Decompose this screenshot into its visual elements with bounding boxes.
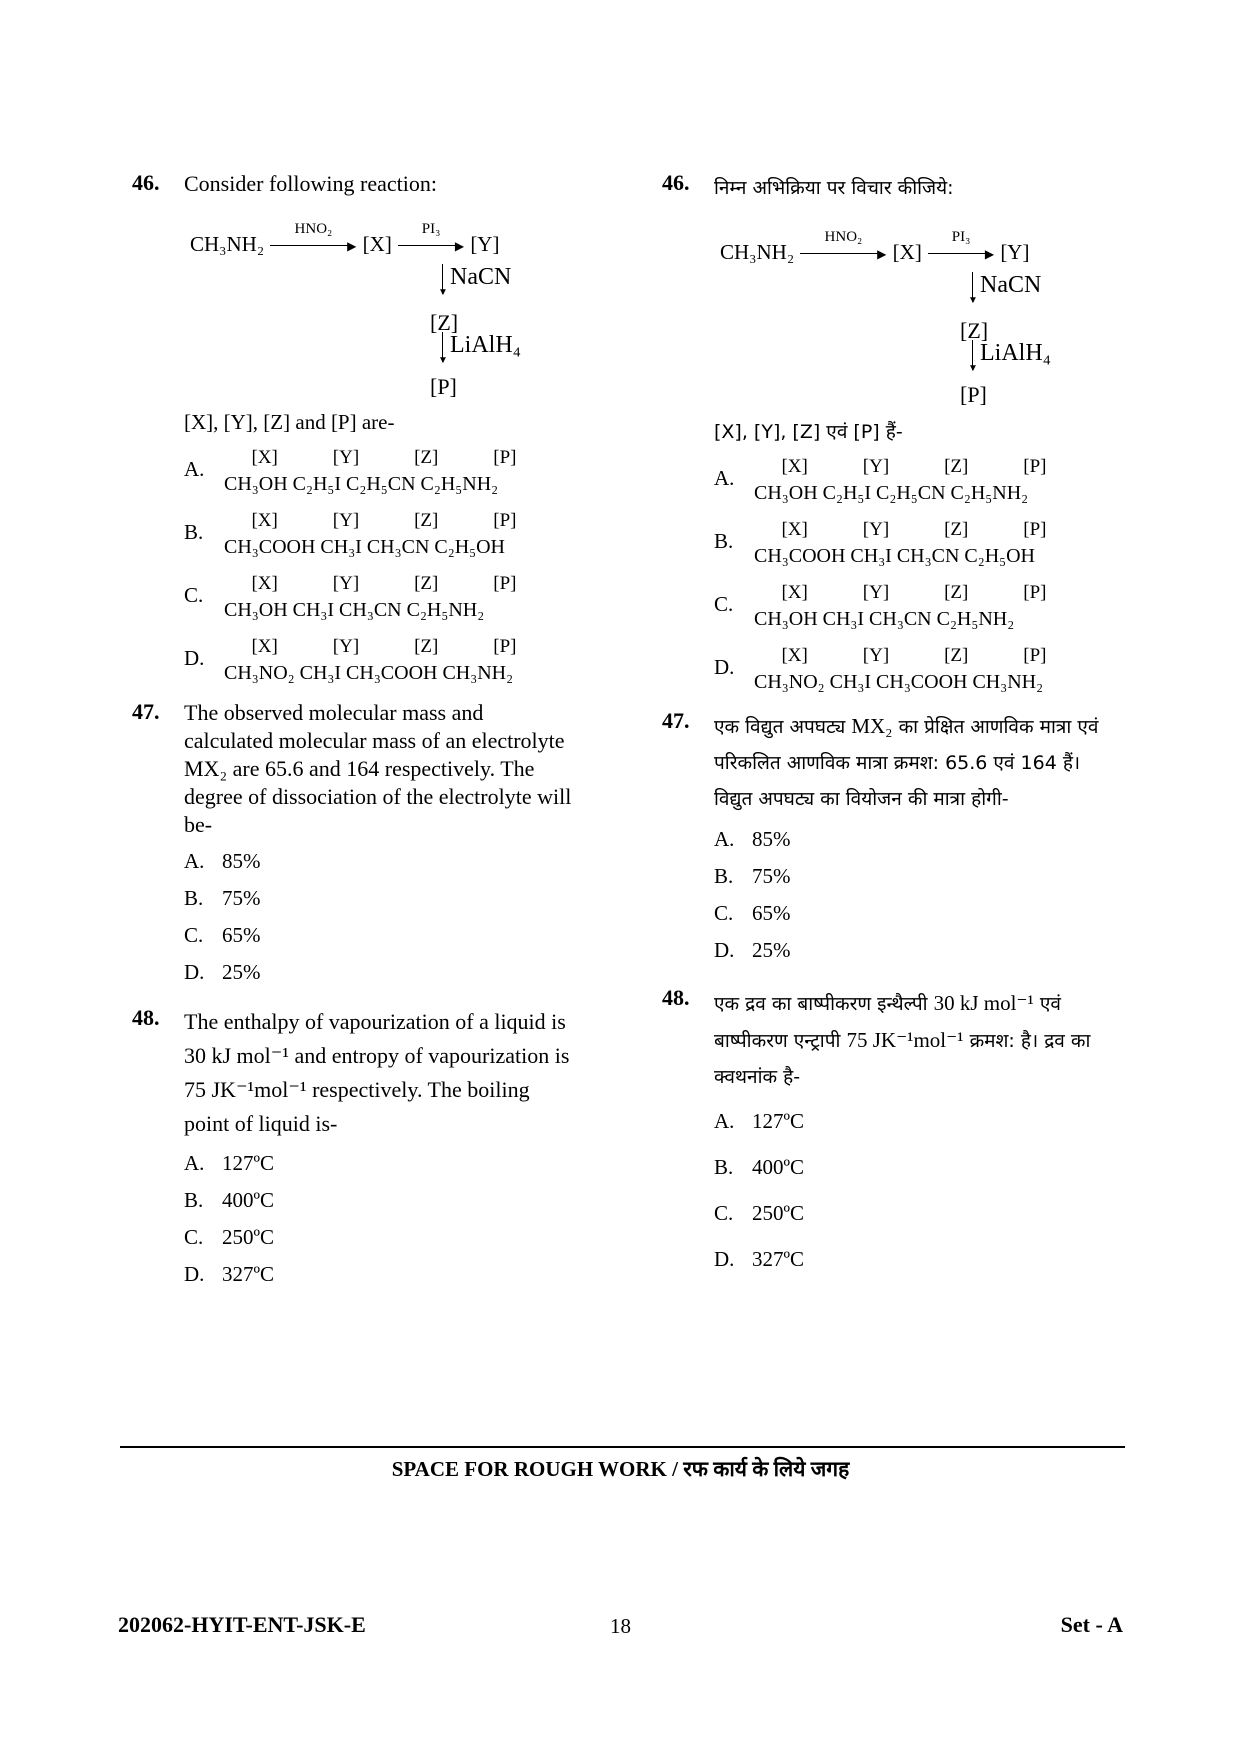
option-c[interactable]: C. 65% bbox=[184, 923, 261, 947]
reagent-label: NaCN bbox=[980, 272, 1042, 298]
option-d[interactable]: D. [X] [Y] [Z] [P] CH₃NO₂ CH₃I CH₃COOH CH₃NH₂ bbox=[714, 645, 1102, 694]
question-stem: The enthalpy of vapourization of a liquid is 30 kJ mol⁻¹ and entropy of vapourization is 75 JK⁻¹mol⁻¹ respectively. The boiling point of liquid is- bbox=[184, 1009, 570, 1136]
option-c[interactable]: C. [X] [Y] [Z] [P] CH₃OH CH₃I CH₃CN C₂H₅NH₂ bbox=[184, 573, 572, 622]
option-b[interactable]: B. 75% bbox=[714, 864, 791, 888]
question-stem: एक द्रव का बाष्पीकरण इन्थैल्पी 30 kJ mol⁻¹ एवं बाष्पीकरण एन्ट्रापी 75 JK⁻¹mol⁻¹ क्रमश: है। द्रव का क्वथनांक है- bbox=[714, 991, 1091, 1088]
reagent-label: LiAlH₄ bbox=[450, 332, 522, 358]
option-c[interactable]: C. 65% bbox=[714, 901, 791, 925]
option-values: CH₃OH C₂H₅I C₂H₅CN C₂H₅NH₂ bbox=[224, 473, 499, 495]
reagent-label: NaCN bbox=[450, 264, 512, 290]
set-label: Set - A bbox=[1060, 1612, 1123, 1637]
question-47-en bbox=[132, 699, 572, 997]
intermediate-y: [Y] bbox=[1000, 240, 1030, 264]
reagent-label: HNO₂ bbox=[294, 221, 333, 238]
reagent-label: LiAlH₄ bbox=[980, 340, 1052, 366]
options-list bbox=[184, 849, 572, 997]
reagent-label: HNO₂ bbox=[824, 229, 863, 246]
enthalpy-value: 30 kJ mol⁻¹ bbox=[184, 1043, 289, 1068]
product-p: [P] bbox=[430, 374, 457, 399]
question-number: 47. bbox=[662, 708, 690, 733]
reactant: CH₃NH₂ bbox=[190, 232, 265, 256]
intermediate-y: [Y] bbox=[470, 232, 500, 256]
question-number: 46. bbox=[662, 170, 690, 195]
option-values: CH₃COOH CH₃I CH₃CN C₂H₅OH bbox=[224, 536, 505, 558]
option-b[interactable]: B. 400ºC bbox=[184, 1188, 275, 1212]
question-number: 48. bbox=[662, 985, 690, 1010]
option-a[interactable]: A. 85% bbox=[714, 827, 791, 851]
entropy-value: 75 JK⁻¹mol⁻¹ bbox=[184, 1077, 307, 1102]
intermediate-z: [Z] bbox=[430, 310, 459, 335]
question-46-hi bbox=[662, 170, 1102, 694]
rough-work-heading: SPACE FOR ROUGH WORK / रफ कार्य के लिये जगह bbox=[391, 1457, 850, 1481]
options-list bbox=[184, 1151, 572, 1299]
option-values: CH₃OH C₂H₅I C₂H₅CN C₂H₅NH₂ bbox=[754, 482, 1029, 504]
option-values: CH₃COOH CH₃I CH₃CN C₂H₅OH bbox=[754, 545, 1035, 567]
option-values: CH₃NO₂ CH₃I CH₃COOH CH₃NH₂ bbox=[754, 671, 1044, 693]
paper-code: 202062-HYIT-ENT-JSK-E bbox=[118, 1612, 366, 1637]
question-48-hi bbox=[662, 985, 1102, 1293]
option-a[interactable]: A. [X] [Y] [Z] [P] CH₃OH C₂H₅I C₂H₅CN C₂H₅NH₂ bbox=[714, 456, 1102, 505]
page-number: 18 bbox=[610, 1614, 631, 1638]
option-b[interactable]: B. [X] [Y] [Z] [P] CH₃COOH CH₃I CH₃CN C₂H₅OH bbox=[184, 510, 572, 559]
question-ask: [X], [Y], [Z] and [P] are- bbox=[184, 410, 395, 434]
english-column bbox=[132, 170, 572, 1299]
intermediate-x: [X] bbox=[362, 232, 392, 256]
question-47-hi bbox=[662, 708, 1102, 975]
intermediate-z: [Z] bbox=[960, 318, 989, 343]
reactant: CH₃NH₂ bbox=[720, 240, 795, 264]
question-stem: निम्न अभिक्रिया पर विचार कीजिये: bbox=[714, 177, 954, 199]
question-stem: Consider following reaction: bbox=[184, 171, 437, 196]
option-d[interactable]: D. 327ºC bbox=[184, 1262, 275, 1286]
question-46-en bbox=[132, 170, 572, 685]
reaction-scheme: CH₃NH₂ HNO₂ ▶ [X] PI₃ ▶ [Y] ▼ NaCN [Z] ▼ LiAlH₄ [P] bbox=[720, 229, 1052, 407]
reaction-scheme: CH₃NH₂ HNO₂ ▶ [X] PI₃ ▶ [Y] ▼ NaCN [Z] ▼ LiAlH₄ [P] bbox=[190, 221, 522, 399]
option-a[interactable]: A. 85% bbox=[184, 849, 261, 873]
option-d[interactable]: D. 25% bbox=[714, 938, 791, 962]
product-p: [P] bbox=[960, 382, 987, 407]
options-list bbox=[714, 1109, 1102, 1293]
reagent-label: PI₃ bbox=[951, 229, 971, 246]
question-number: 48. bbox=[132, 1005, 160, 1030]
enthalpy-value: 30 kJ mol⁻¹ bbox=[933, 991, 1034, 1015]
intermediate-x: [X] bbox=[892, 240, 922, 264]
entropy-value: 75 JK⁻¹mol⁻¹ bbox=[846, 1028, 964, 1052]
option-d[interactable]: D. 327ºC bbox=[714, 1247, 805, 1271]
question-stem: एक विद्युत अपघट्य MX₂ का प्रेक्षित आणविक मात्रा एवं परिकलित आणविक मात्रा क्रमश: 65.6 एवं 164 हैं। विद्युत अपघट्य का वियोजन की मात्रा होगी- bbox=[714, 714, 1099, 810]
option-d[interactable]: D. 25% bbox=[184, 960, 261, 984]
question-number: 46. bbox=[132, 170, 160, 195]
question-ask: [X], [Y], [Z] एवं [P] हैं- bbox=[714, 421, 903, 443]
option-values: CH₃OH CH₃I CH₃CN C₂H₅NH₂ bbox=[754, 608, 1015, 630]
option-b[interactable]: B. 75% bbox=[184, 886, 261, 910]
question-48-en bbox=[132, 1005, 572, 1299]
option-a[interactable]: A. [X] [Y] [Z] [P] CH₃OH C₂H₅I C₂H₅CN C₂H₅NH₂ bbox=[184, 447, 572, 496]
formula: MX₂ bbox=[851, 714, 893, 738]
divider-line bbox=[120, 1446, 1125, 1448]
reagent-label: PI₃ bbox=[421, 221, 441, 238]
option-c[interactable]: C. 250ºC bbox=[184, 1225, 275, 1249]
option-b[interactable]: B. 400ºC bbox=[714, 1155, 805, 1179]
option-b[interactable]: B. [X] [Y] [Z] [P] CH₃COOH CH₃I CH₃CN C₂H₅OH bbox=[714, 519, 1102, 568]
question-stem: The observed molecular mass and calculated molecular mass of an electrolyte MX₂ are 65.6 and 164 respectively. The degree of dissociation of the electrolyte will be- bbox=[184, 700, 572, 837]
options-list bbox=[714, 827, 1102, 975]
option-d[interactable]: D. [X] [Y] [Z] [P] CH₃NO₂ CH₃I CH₃COOH CH₃NH₂ bbox=[184, 636, 572, 685]
option-values: CH₃NO₂ CH₃I CH₃COOH CH₃NH₂ bbox=[224, 662, 514, 684]
option-c[interactable]: C. [X] [Y] [Z] [P] CH₃OH CH₃I CH₃CN C₂H₅NH₂ bbox=[714, 582, 1102, 631]
option-values: CH₃OH CH₃I CH₃CN C₂H₅NH₂ bbox=[224, 599, 485, 621]
option-a[interactable]: A. 127ºC bbox=[714, 1109, 805, 1133]
option-c[interactable]: C. 250ºC bbox=[714, 1201, 805, 1225]
hindi-column bbox=[662, 170, 1102, 1293]
option-a[interactable]: A. 127ºC bbox=[184, 1151, 275, 1175]
formula: MX₂ bbox=[184, 756, 228, 781]
question-number: 47. bbox=[132, 699, 160, 724]
